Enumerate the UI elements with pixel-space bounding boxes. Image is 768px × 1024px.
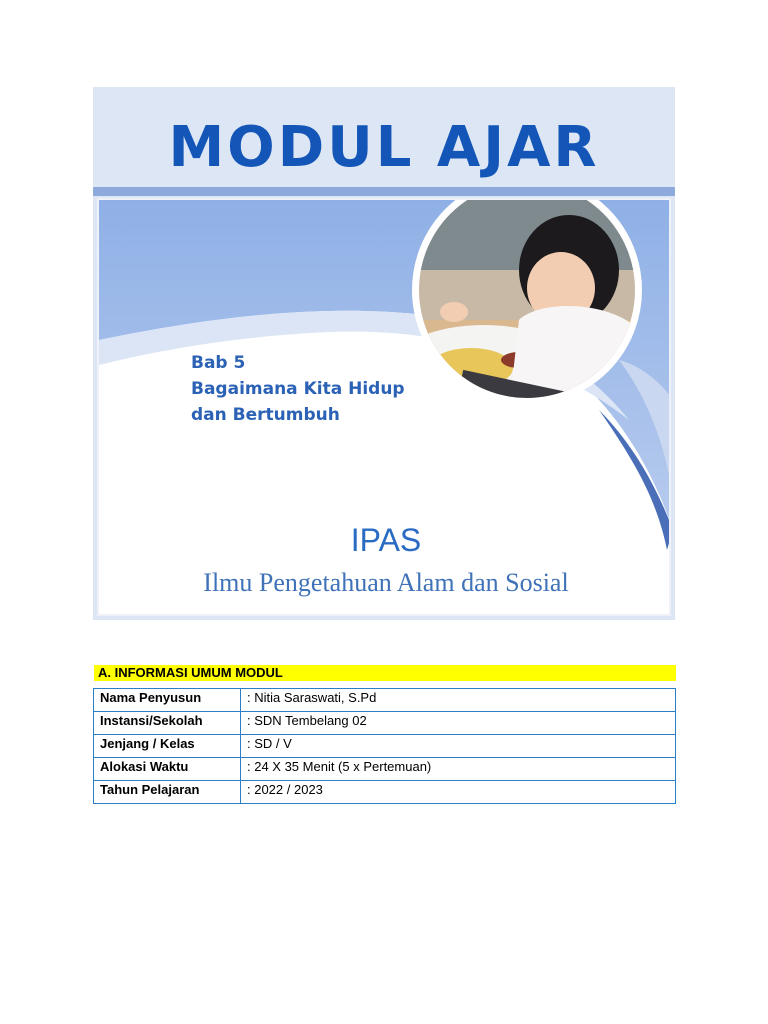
row-label: Jenjang / Kelas	[94, 735, 241, 758]
row-value: : SD / V	[241, 735, 676, 758]
row-value: : 24 X 35 Menit (5 x Pertemuan)	[241, 758, 676, 781]
subject-full-name: Ilmu Pengetahuan Alam dan Sosial	[203, 568, 569, 597]
table-row	[94, 758, 676, 781]
table-row	[94, 689, 676, 712]
table-row	[94, 712, 676, 735]
section-heading-general-info: A. INFORMASI UMUM MODUL	[94, 665, 676, 681]
row-label: Tahun Pelajaran	[94, 781, 241, 804]
cover-illustration	[97, 198, 671, 616]
table-row	[94, 735, 676, 758]
cover-panel	[93, 87, 675, 620]
row-label: Nama Penyusun	[94, 689, 241, 712]
row-value: : 2022 / 2023	[241, 781, 676, 804]
general-info-table	[93, 688, 676, 804]
chapter-number: Bab 5	[191, 353, 246, 373]
module-title: MODUL AJAR	[168, 115, 600, 180]
title-divider	[93, 187, 675, 196]
row-value: : SDN Tembelang 02	[241, 712, 676, 735]
subject-name: IPAS	[350, 522, 422, 558]
row-label: Instansi/Sekolah	[94, 712, 241, 735]
table-row	[94, 781, 676, 804]
chapter-heading	[191, 350, 405, 428]
row-label: Alokasi Waktu	[94, 758, 241, 781]
row-value: : Nitia Saraswati, S.Pd	[241, 689, 676, 712]
chapter-title-line1: Bagaimana Kita Hidup	[191, 379, 405, 399]
chapter-title-line2: dan Bertumbuh	[191, 405, 340, 425]
